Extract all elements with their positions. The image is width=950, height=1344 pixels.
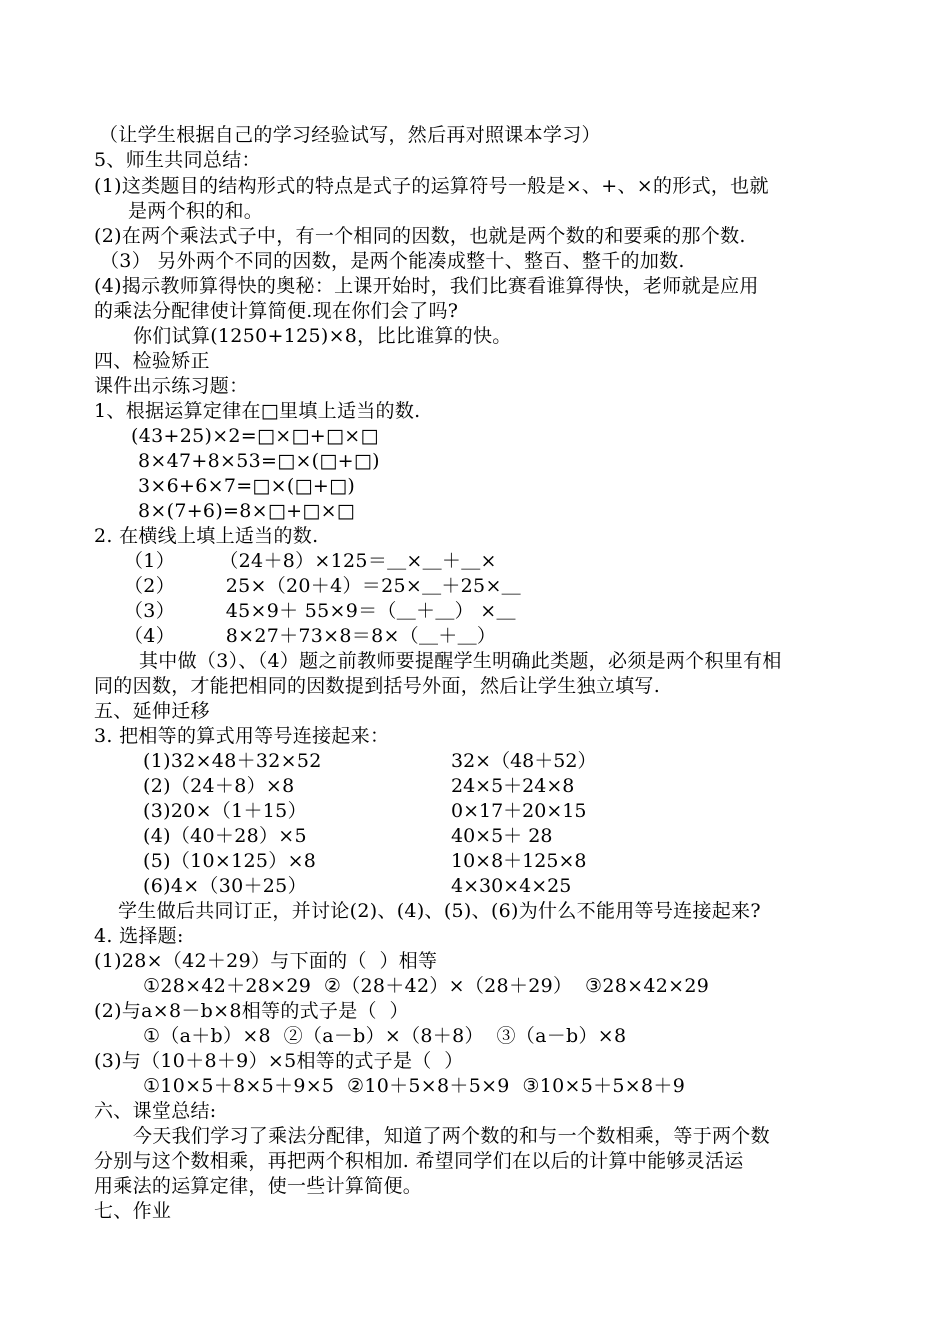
right-expression: 24×5＋24×8 <box>451 775 575 797</box>
text-line: 用乘法的运算定律，使一些计算简便。 <box>94 1175 423 1197</box>
options-line: ①28×42＋28×29 ②（28＋42）×（28＋29） ③28×42×29 <box>143 975 710 997</box>
section-heading: 四、检验矫正 <box>94 350 210 372</box>
exercise-line: 3×6+6×7=□×(□+□) <box>138 475 356 497</box>
exercise-line: （3） 45×9＋ 55×9＝（＿＋＿） ×＿ <box>124 600 516 622</box>
right-expression: 10×8＋125×8 <box>451 850 587 872</box>
text-line: (2)在两个乘法式子中，有一个相同的因数，也就是两个数的和要乘的那个数. <box>94 225 746 247</box>
options-line: ①10×5＋8×5＋9×5 ②10＋5×8＋5×9 ③10×5＋5×8＋9 <box>143 1075 686 1097</box>
right-expression: 4×30×4×25 <box>451 875 572 897</box>
left-expression: (6)4×（30＋25） <box>143 875 307 897</box>
options-line: ①（a＋b）×8 ②（a－b）×（8＋8） ③（a－b）×8 <box>143 1025 627 1047</box>
text-line: 1、根据运算定律在□里填上适当的数. <box>94 400 421 422</box>
question-line: (2)与a×8－b×8相等的式子是（ ） <box>94 1000 409 1022</box>
left-expression: (5)（10×125）×8 <box>143 850 317 872</box>
right-expression: 32×（48＋52） <box>451 750 597 772</box>
text-line: 你们试算(1250+125)×8，比比谁算的快。 <box>133 325 512 347</box>
text-line: 同的因数，才能把相同的因数提到括号外面，然后让学生独立填写. <box>94 675 661 697</box>
left-expression: (2)（24＋8）×8 <box>143 775 295 797</box>
text-line: (1)这类题目的结构形式的特点是式子的运算符号一般是×、+、×的形式，也就 <box>94 175 769 197</box>
question-line: (1)28×（42＋29）与下面的（ ）相等 <box>94 950 438 972</box>
section-heading: 五、延伸迁移 <box>94 700 210 722</box>
text-line: 课件出示练习题： <box>94 375 249 397</box>
right-expression: 40×5＋ 28 <box>451 825 553 847</box>
left-expression: (3)20×（1＋15） <box>143 800 307 822</box>
exercise-line: （4） 8×27＋73×8＝8×（＿＋＿） <box>124 625 497 647</box>
text-line: 其中做（3）、（4）题之前教师要提醒学生明确此类题，必须是两个积里有相 <box>139 650 782 672</box>
text-line: 4. 选择题: <box>94 925 184 947</box>
exercise-line: （2） 25×（20＋4）＝25×＿＋25×＿ <box>124 575 521 597</box>
text-line: （让学生根据自己的学习经验试写，然后再对照课本学习） <box>99 124 601 146</box>
exercise-line: 8×(7+6)=8×□+□×□ <box>138 500 356 522</box>
text-line: 是两个积的和。 <box>128 200 264 222</box>
section-heading: 六、课堂总结: <box>94 1100 217 1122</box>
exercise-line: (43+25)×2=□×□+□×□ <box>131 425 379 447</box>
text-line: 今天我们学习了乘法分配律，知道了两个数的和与一个数相乘，等于两个数 <box>133 1125 770 1147</box>
text-line: 的乘法分配律使计算简便.现在你们会了吗? <box>94 300 459 322</box>
text-line: 分别与这个数相乘，再把两个积相加. 希望同学们在以后的计算中能够灵活运 <box>94 1150 744 1172</box>
question-line: (3)与（10＋8＋9）×5相等的式子是（ ） <box>94 1050 464 1072</box>
right-expression: 0×17＋20×15 <box>451 800 587 822</box>
left-expression: (1)32×48＋32×52 <box>143 750 322 772</box>
exercise-line: 8×47+8×53=□×(□+□) <box>138 450 380 472</box>
text-line: (4)揭示教师算得快的奥秘：上课开始时，我们比赛看谁算得快，老师就是应用 <box>94 275 759 297</box>
text-line: （3） 另外两个不同的因数，是两个能凑成整十、整百、整千的加数. <box>100 250 685 272</box>
section-heading: 七、作业 <box>94 1200 172 1222</box>
text-line: 2. 在横线上填上适当的数. <box>94 525 319 547</box>
text-line: 5、师生共同总结： <box>94 149 261 171</box>
text-line: 学生做后共同订正，并讨论(2)、(4)、(5)、(6)为什么不能用等号连接起来? <box>118 900 761 922</box>
exercise-line: （1） （24＋8）×125＝＿×＿＋＿× <box>124 550 497 572</box>
left-expression: (4)（40＋28）×5 <box>143 825 307 847</box>
text-line: 3. 把相等的算式用等号连接起来： <box>94 725 390 747</box>
